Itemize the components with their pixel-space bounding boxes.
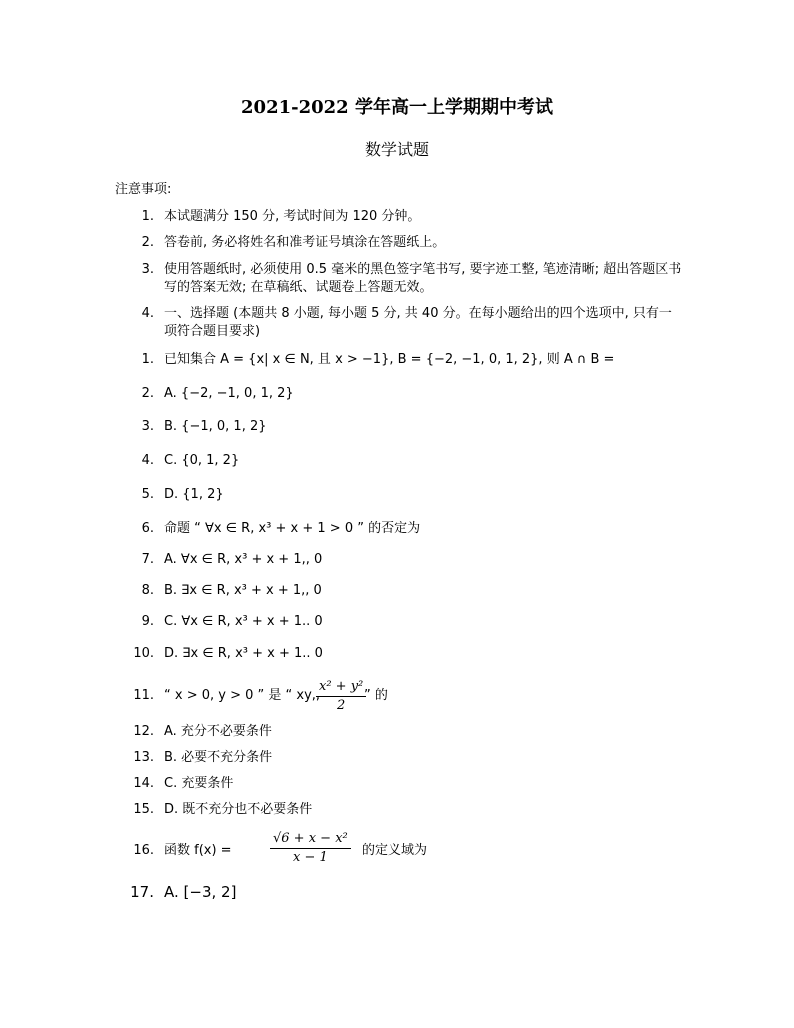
list-item: 11. “ x > 0, y > 0 ” 是 “ xy,, $\frac{\text{x² + y²}}{2}$ ” 的: [133, 679, 388, 713]
fraction: $\frac{\text{√6 + x − x²}}{x - 1}$: [270, 830, 351, 867]
page-title: 2021-2022 学年高一上学期期中考试: [241, 97, 553, 118]
list-item: 16. 函数 f(x) = $\frac{\text{√6 + x − x²}}{x - 1}$ 的定义域为: [133, 831, 428, 865]
notice-label: 注意事项:: [115, 182, 172, 197]
page-subtitle: 数学试题: [364, 140, 429, 159]
fraction: $\frac{\text{x² + y²}}{2}$: [316, 678, 366, 715]
